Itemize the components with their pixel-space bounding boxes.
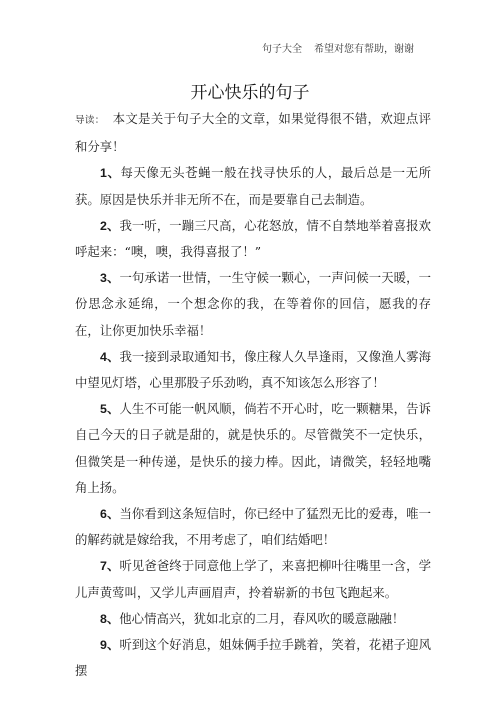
item-number: 1、: [100, 166, 121, 181]
page-title: 开心快乐的句子: [190, 83, 310, 103]
list-item: [75, 265, 431, 344]
item-text: 一句承诺一世情，一生守候一颗心，一声问候一天暖，一份思念永延绵，一个想念你的我，在等着你的回信，愿我的存在，让你更加快乐幸福！: [75, 270, 431, 338]
item-text: 听见爸爸终于同意他上学了，来喜把柳叶往嘴里一含，学儿声黄莺叫，又学儿声画眉声，拎着崭新的书包飞跑起来。: [75, 558, 431, 600]
header-site-name: 句子大全: [262, 44, 302, 55]
item-text: 每天像无头苍蝇一般在找寻快乐的人，最后总是一无所获。原因是快乐并非无所不在，而是要靠自己去制造。: [75, 165, 431, 207]
item-number: 4、: [100, 349, 120, 364]
item-text: 我一听，一蹦三尺高，心花怒放，情不自禁地举着喜报欢呼起来：“噢，噢，我得喜报了！”: [75, 217, 431, 260]
item-number: 9、: [100, 638, 120, 653]
item-number: 8、: [100, 611, 120, 626]
item-number: 6、: [100, 507, 120, 522]
item-text: 他心情高兴，犹如北京的二月，春风吹的暖意融融！: [119, 610, 405, 626]
list-item: [75, 501, 431, 553]
item-text: 人生不可能一帆风顺，倘若不开心时，吃一颗糖果，告诉自己今天的日子就是甜的，就是快乐的。尽管微笑不一定快乐，但微笑是一种传递，是快乐的接力棒。因此，请微笑，轻轻地嘴角上扬。: [75, 401, 431, 495]
item-text: 当你看到这条短信时，你已经中了猛烈无比的爱毒，唯一的解药就是嫁给我，不用考虑了，咱们结婚吧！: [75, 506, 431, 548]
list-item: [75, 344, 431, 396]
page-header: [262, 40, 414, 55]
item-number: 7、: [100, 559, 120, 574]
article-body: [75, 106, 431, 684]
header-note: 希望对您有帮助，谢谢: [314, 44, 414, 55]
item-number: 3、: [100, 271, 120, 286]
intro-paragraph: [75, 106, 431, 160]
intro-label: 导读：: [75, 115, 105, 126]
list-item: [75, 632, 431, 684]
item-text: 听到这个好消息，姐妹俩手拉手跳着，笑着，花裙子迎风摆: [75, 637, 431, 679]
item-number: 5、: [100, 402, 120, 417]
item-text: 我一接到录取通知书，像庄稼人久旱逢雨，又像渔人雾海中望见灯塔，心里那股子乐劲哟，真不知该怎么形容了！: [75, 348, 431, 391]
list-item: [75, 160, 431, 212]
list-item: [75, 553, 431, 605]
list-item: [75, 213, 431, 265]
item-number: 2、: [100, 218, 120, 233]
list-item: [75, 606, 431, 632]
intro-text: 本文是关于句子大全的文章，如果觉得很不错，欢迎点评和分享！: [75, 111, 431, 155]
list-item: [75, 396, 431, 501]
